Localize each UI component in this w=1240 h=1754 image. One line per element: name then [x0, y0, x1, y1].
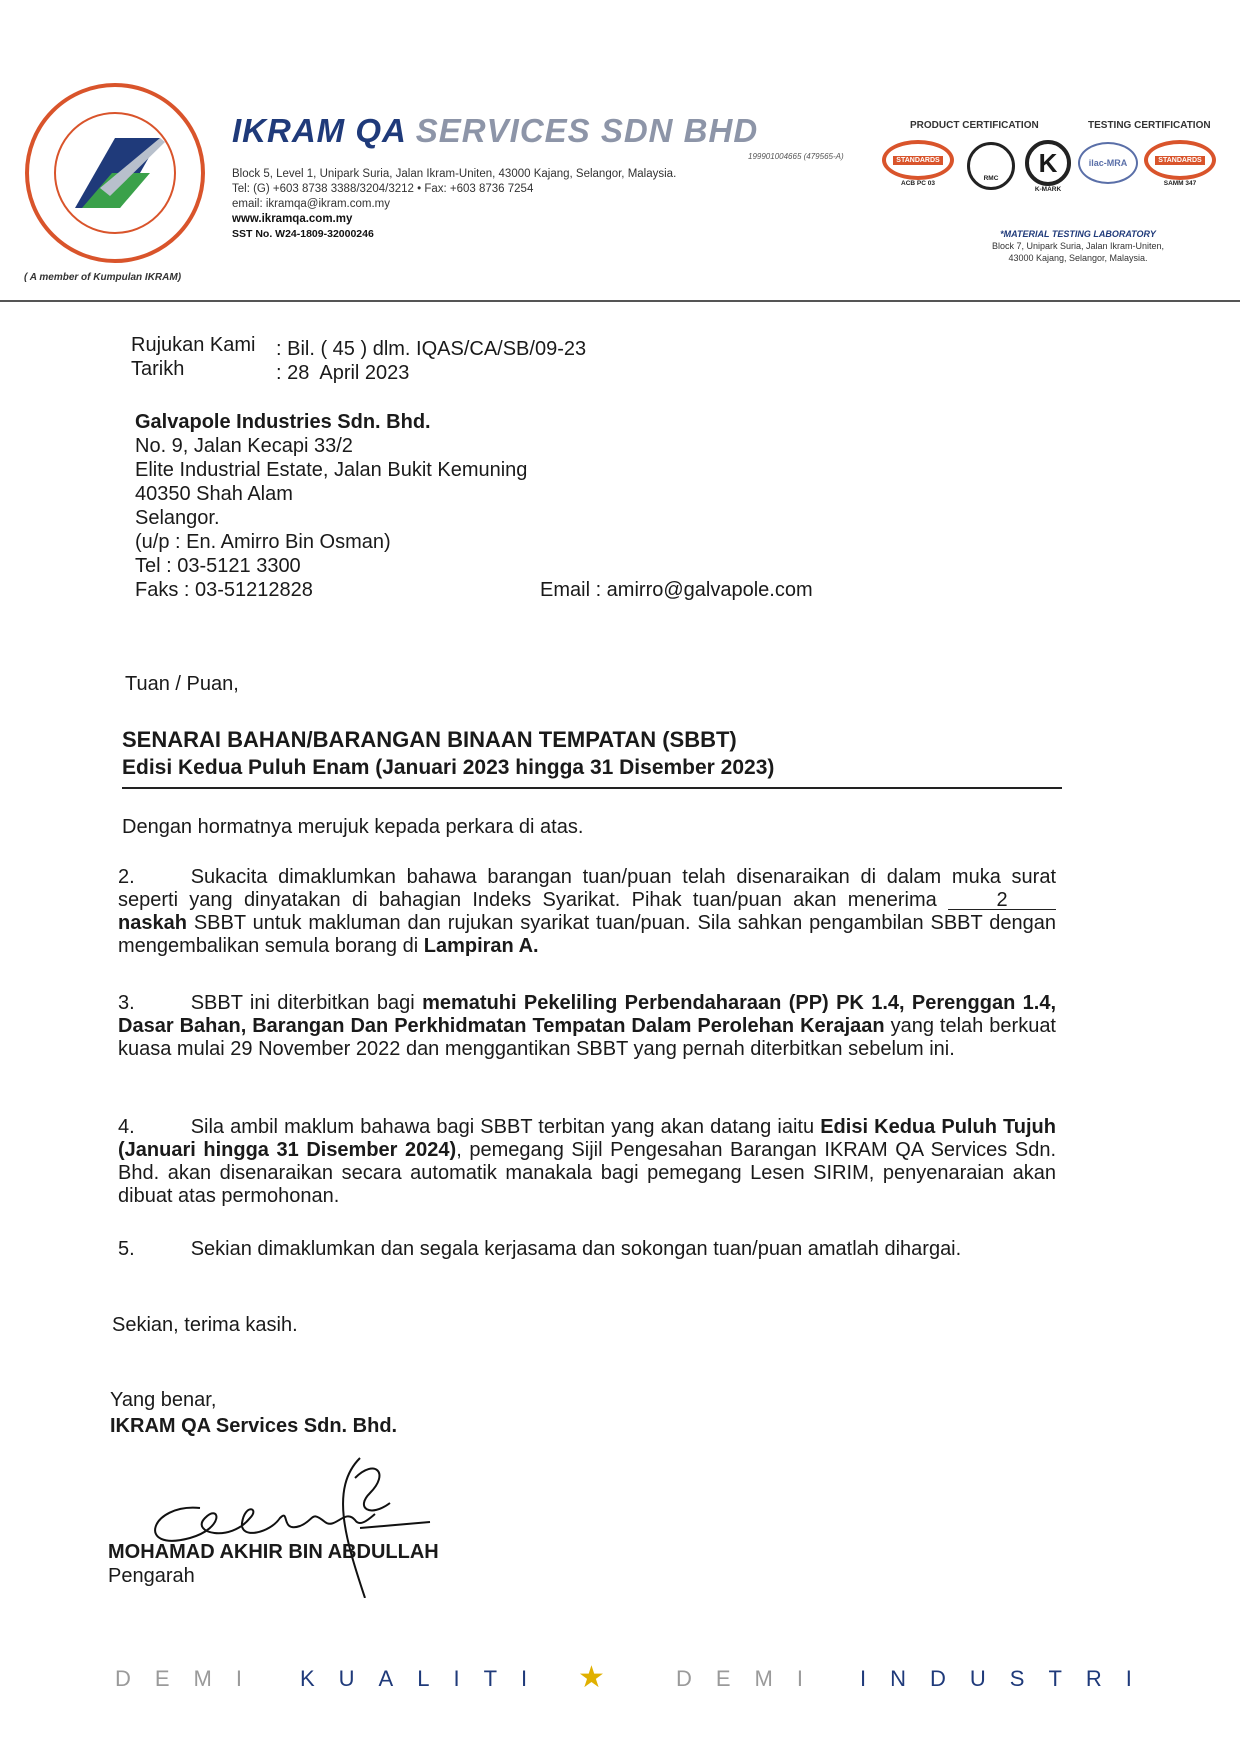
- addressee-line: 40350 Shah Alam: [135, 483, 293, 505]
- address-line: Block 5, Level 1, Unipark Suria, Jalan Ikram-Uniten, 43000 Kajang, Selangor, Malaysia.: [232, 168, 677, 180]
- addressee-line: No. 9, Jalan Kecapi 33/2: [135, 435, 353, 457]
- badge-text: ilac-MRA: [1088, 158, 1128, 168]
- paragraph-5: [118, 1238, 1056, 1261]
- badge-text: STANDARDS: [893, 156, 942, 165]
- product-certification-title: PRODUCT CERTIFICATION: [910, 120, 1039, 131]
- company-logo: [20, 78, 210, 268]
- logo-ring-bottom: [115, 168, 131, 169]
- signatory-name: MOHAMAD AKHIR BIN ABDULLAH: [108, 1541, 439, 1563]
- salutation: Tuan / Puan,: [125, 673, 239, 695]
- paragraph-number: 4.: [118, 1116, 135, 1138]
- paragraph-text-bold: naskah: [118, 912, 187, 934]
- subject-divider: [122, 787, 1062, 789]
- company-name-part2: SERVICES SDN BHD: [415, 112, 759, 149]
- company-name-part1: IKRAM QA: [232, 112, 406, 149]
- header-divider: [0, 300, 1240, 302]
- footer-kualiti: KUALITI: [300, 1666, 552, 1691]
- website: www.ikramqa.com.my: [232, 213, 353, 225]
- sign-company: IKRAM QA Services Sdn. Bhd.: [110, 1415, 398, 1437]
- paragraph-2: [118, 866, 1056, 958]
- footer-demi: DEMI: [115, 1666, 266, 1691]
- addressee-block: [135, 410, 527, 602]
- logo-ring-top: [100, 168, 115, 169]
- paragraph-number: 5.: [118, 1238, 135, 1260]
- testing-certification-title: TESTING CERTIFICATION: [1088, 120, 1211, 131]
- subject-subtitle: Edisi Kedua Puluh Enam (Januari 2023 hingga 31 Disember 2023): [122, 756, 775, 779]
- testing-laboratory-address: [978, 228, 1178, 264]
- registration-number: 199901004665 (479565-A): [748, 152, 844, 161]
- reference-value: : Bil. ( 45 ) dlm. IQAS/CA/SB/09-23: [276, 338, 587, 360]
- addressee-line: Elite Industrial Estate, Jalan Bukit Kemuning: [135, 459, 528, 481]
- addressee-email: Email : amirro@galvapole.com: [540, 579, 813, 601]
- badge-caption: ACB PC 03: [901, 180, 935, 187]
- paragraph-text: yang telah berkuat kuasa mulai 29 November 2022 dan menggantikan SBBT yang pernah diterbitkan sebelum ini.: [118, 1015, 1056, 1060]
- company-name: [232, 112, 758, 150]
- badge-caption: K-MARK: [1034, 186, 1062, 193]
- addressee-company: Galvapole Industries Sdn. Bhd.: [135, 411, 431, 433]
- paragraph-text: Sukacita dimaklumkan bahawa barangan tuan/puan telah disenaraikan di dalam muka surat seperti yang dinyatakan di bahagian Indeks Syarikat. Pihak tuan/puan akan menerima: [118, 866, 1056, 911]
- sign-off: Yang benar,: [110, 1389, 217, 1411]
- subject-title: SENARAI BAHAN/BARANGAN BINAAN TEMPATAN (SBBT): [122, 727, 737, 752]
- closing: Sekian, terima kasih.: [112, 1314, 298, 1336]
- badge-k-mark: [1025, 140, 1071, 193]
- member-note: ( A member of Kumpulan IKRAM): [24, 272, 182, 283]
- logo-ring-text: [40, 168, 190, 169]
- paragraph-text: , pemegang Sijil Pengesahan Barangan IKRAM QA Services Sdn. Bhd. akan disenaraikan secara automatik manakala bagi pemegang Lesen SIRIM, penyenaraian akan dibuat atas permohonan.: [118, 1139, 1056, 1207]
- footer-industri: INDUSTRI: [860, 1666, 1156, 1691]
- addressee-line: Selangor.: [135, 507, 220, 529]
- badge-caption: SAMM 347: [1163, 180, 1197, 187]
- badge-ilac-mra: [1078, 142, 1138, 184]
- paragraph-text-bold: mematuhi Pekeliling Perbendaharaan (PP) PK 1.4, Perenggan 1.4, Dasar Bahan, Barangan Dan Perkhidmatan Tempatan Dalam Perolehan Kerajaan: [118, 992, 1057, 1037]
- tel-fax-line: Tel: (G) +603 8738 3388/3204/3212 • Fax: +603 8736 7254: [232, 183, 534, 195]
- paragraph-text-bold: Edisi Kedua Puluh Tujuh (Januari hingga 31 Disember 2024): [118, 1116, 1056, 1161]
- badge-text: RMC: [983, 175, 999, 182]
- addressee-tel: Tel : 03-5121 3300: [135, 555, 301, 577]
- addressee-attention: (u/p : En. Amirro Bin Osman): [135, 531, 391, 553]
- paragraph-3: [118, 992, 1056, 1061]
- lab-address-line: 43000 Kajang, Selangor, Malaysia.: [1008, 253, 1148, 263]
- email-line: email: ikramqa@ikram.com.my: [232, 198, 391, 210]
- paragraph-text: Sekian dimaklumkan dan segala kerjasama dan sokongan tuan/puan amatlah dihargai.: [190, 1238, 962, 1260]
- badge-text: STANDARDS: [1155, 156, 1204, 165]
- company-address: [232, 167, 676, 242]
- paragraph-text: Sila ambil maklum bahawa bagi SBBT terbitan yang akan datang iaitu: [190, 1116, 821, 1138]
- footer-demi: DEMI: [676, 1666, 827, 1691]
- paragraph-number: 2.: [118, 866, 135, 888]
- paragraph-4: [118, 1116, 1056, 1208]
- date-value: : 28 April 2023: [276, 362, 410, 384]
- opening-line: Dengan hormatnya merujuk kepada perkara di atas.: [122, 816, 584, 838]
- date-label: Tarikh: [131, 358, 185, 380]
- reference-label: Rujukan Kami: [131, 334, 256, 356]
- addressee-fax: Faks : 03-51212828: [135, 579, 313, 601]
- lab-address-line: Block 7, Unipark Suria, Jalan Ikram-Uniten,: [991, 241, 1165, 251]
- paragraph-text: SBBT untuk makluman dan rujukan syarikat tuan/puan. Sila sahkan pengambilan SBBT dengan mengembalikan semula borang di: [118, 912, 1056, 957]
- signatory-title: Pengarah: [108, 1565, 195, 1587]
- badge-rmc: [967, 142, 1015, 190]
- badge-standards-product: [882, 140, 954, 187]
- attachment-ref: Lampiran A.: [423, 935, 539, 957]
- paragraph-number: 3.: [118, 992, 135, 1014]
- star-icon: ★: [578, 1661, 605, 1694]
- copies-count: 2: [948, 891, 1056, 910]
- paragraph-text: SBBT ini diterbitkan bagi: [190, 992, 423, 1014]
- badge-text: K: [1025, 140, 1071, 186]
- lab-title: *MATERIAL TESTING LABORATORY: [1000, 229, 1156, 239]
- badge-standards-testing: [1144, 140, 1216, 187]
- sst-number: SST No. W24-1809-32000246: [232, 228, 374, 240]
